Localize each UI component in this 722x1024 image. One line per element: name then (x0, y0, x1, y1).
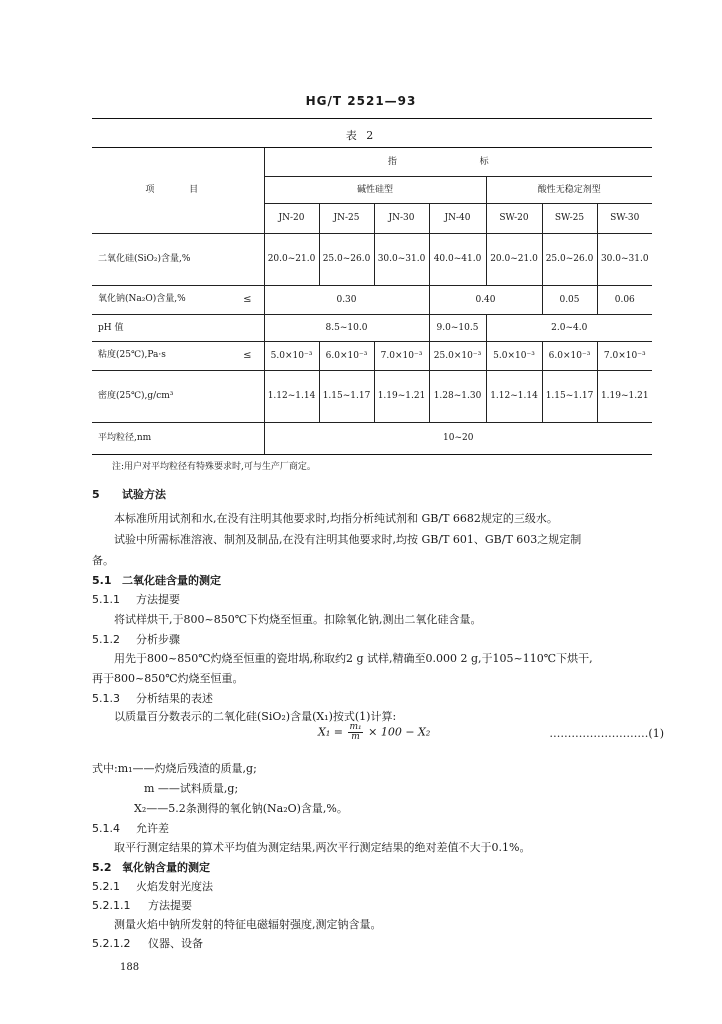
subsection-heading (92, 897, 192, 913)
value-cell: 25.0~26.0 (542, 234, 597, 286)
value-cell: 8.5~10.0 (264, 315, 429, 342)
row-density (92, 371, 652, 423)
value-cell: 1.12~1.14 (486, 371, 542, 423)
value-cell: 5.0×10⁻³ (486, 342, 542, 371)
row-label: 二氧化硅(SiO₂)含量,% (92, 234, 264, 286)
value-cell: 25.0~26.0 (319, 234, 374, 286)
fraction-numerator: m₁ (349, 722, 362, 732)
value-cell: 40.0~41.0 (429, 234, 486, 286)
section-heading (92, 486, 166, 502)
paragraph: 备。 (92, 554, 114, 567)
value-cell: 1.15~1.17 (542, 371, 597, 423)
where-lead: 式中: (92, 762, 118, 775)
value-cell: 20.0~21.0 (264, 234, 319, 286)
subsection-heading (92, 591, 180, 607)
value-cell: 1.12~1.14 (264, 371, 319, 423)
grade-cell: JN-40 (429, 204, 486, 234)
value-cell: 7.0×10⁻³ (374, 342, 429, 371)
section-number: 5.1.3 (92, 692, 120, 705)
value-cell: 0.30 (264, 286, 429, 315)
value-cell: 7.0×10⁻³ (597, 342, 652, 371)
header-rule (92, 118, 652, 119)
grade-cell: JN-25 (319, 204, 374, 234)
formula (318, 723, 430, 742)
section-title: 方法提要 (148, 899, 192, 912)
paragraph: 测量火焰中钠所发射的特征电磁辐射强度,测定钠含量。 (114, 918, 382, 931)
paragraph: 再于800~850℃灼烧至恒重。 (92, 672, 244, 685)
paragraph: 本标准所用试剂和水,在没有注明其他要求时,均指分析纯试剂和 GB/T 6682规定的三级水。 (114, 512, 558, 525)
value-cell: 2.0~4.0 (486, 315, 652, 342)
spec-table (92, 147, 652, 455)
section-number: 5.1.2 (92, 633, 120, 646)
standard-code: HG/T 2521—93 (305, 94, 417, 108)
subsection-heading (92, 690, 213, 706)
subsection-heading (92, 935, 203, 951)
table-caption: 表 2 (345, 129, 377, 142)
subsection-heading (92, 631, 180, 647)
section-title: 方法提要 (136, 593, 180, 606)
value-cell: 1.28~1.30 (429, 371, 486, 423)
table-header-row-1 (92, 148, 652, 177)
value-cell: 5.0×10⁻³ (264, 342, 319, 371)
section-title: 分析步骤 (136, 633, 180, 646)
value-cell: 9.0~10.5 (429, 315, 486, 342)
section-title: 仪器、设备 (148, 937, 203, 950)
grade-cell: JN-20 (264, 204, 319, 234)
section-number: 5.2 (92, 861, 112, 874)
group-alkaline: 碱性硅型 (264, 177, 486, 204)
subsection-heading (92, 878, 213, 894)
row-label: 粘度(25℃),Pa·s (98, 350, 166, 361)
section-heading (92, 859, 210, 875)
equation-number: ………………………(1) (549, 727, 664, 740)
row-ph (92, 315, 652, 342)
grade-cell: SW-25 (542, 204, 597, 234)
value-cell: 10~20 (264, 423, 652, 455)
section-title: 试验方法 (122, 488, 166, 501)
row-label: pH 值 (92, 315, 264, 342)
formula-lhs: X₁ = (318, 725, 343, 739)
index-header: 指 标 (264, 148, 652, 177)
value-cell: 0.05 (542, 286, 597, 315)
value-cell: 1.19~1.21 (597, 371, 652, 423)
grade-cell: JN-30 (374, 204, 429, 234)
fraction-denominator: m (351, 732, 360, 742)
section-number: 5.1 (92, 574, 112, 587)
value-cell: 1.15~1.17 (319, 371, 374, 423)
row-particle (92, 423, 652, 455)
subsection-heading (92, 820, 169, 836)
le-sign: ≤ (243, 294, 252, 306)
paragraph: 将试样烘干,于800~850℃下灼烧至恒重。扣除氧化钠,测出二氧化硅含量。 (114, 613, 482, 626)
grade-cell: SW-30 (597, 204, 652, 234)
group-acid: 酸性无稳定剂型 (486, 177, 652, 204)
section-heading (92, 572, 221, 588)
section-title: 火焰发射光度法 (136, 880, 213, 893)
row-label: 氧化钠(Na₂O)含量,% (98, 294, 186, 305)
section-number: 5.2.1.2 (92, 937, 131, 950)
value-cell: 30.0~31.0 (597, 234, 652, 286)
value-cell: 1.19~1.21 (374, 371, 429, 423)
where-x2: X₂——5.2条测得的氧化钠(Na₂O)含量,%。 (134, 802, 348, 815)
where-m: m ——试料质量,g; (144, 782, 239, 795)
value-cell: 0.06 (597, 286, 652, 315)
value-cell: 6.0×10⁻³ (319, 342, 374, 371)
section-number: 5.2.1 (92, 880, 120, 893)
row-sio2 (92, 234, 652, 286)
section-number: 5.2.1.1 (92, 899, 131, 912)
paragraph: 试验中所需标准溶液、制剂及制品,在没有注明其他要求时,均按 GB/T 601、GB/T 603之规定制 (114, 533, 582, 546)
table-note: 注:用户对平均粒径有特殊要求时,可与生产厂商定。 (112, 462, 316, 472)
paragraph: 用先于800~850℃灼烧至恒重的瓷坩埚,称取约2 g 试样,精确至0.000 2 g,于105~110℃下烘干, (114, 652, 593, 665)
section-title: 分析结果的表述 (136, 692, 213, 705)
row-label-cell (92, 342, 264, 371)
section-title: 允许差 (136, 822, 169, 835)
item-header: 项 目 (92, 148, 264, 234)
le-sign: ≤ (243, 350, 252, 362)
row-label-cell (92, 286, 264, 315)
value-cell: 0.40 (429, 286, 542, 315)
page-number: 188 (120, 962, 140, 973)
formula-rest: × 100 − X₂ (368, 725, 431, 739)
value-cell: 20.0~21.0 (486, 234, 542, 286)
row-na2o (92, 286, 652, 315)
section-number: 5 (92, 488, 100, 501)
row-viscosity (92, 342, 652, 371)
value-cell: 25.0×10⁻³ (429, 342, 486, 371)
formula-fraction (348, 723, 362, 742)
where-line (92, 760, 257, 776)
grade-cell: SW-20 (486, 204, 542, 234)
row-label: 密度(25℃),g/cm³ (92, 371, 264, 423)
section-number: 5.1.1 (92, 593, 120, 606)
value-cell: 6.0×10⁻³ (542, 342, 597, 371)
paragraph: 以质量百分数表示的二氧化硅(SiO₂)含量(X₁)按式(1)计算: (114, 710, 397, 723)
section-number: 5.1.4 (92, 822, 120, 835)
where-m1: m₁——灼烧后残渣的质量,g; (117, 762, 257, 775)
value-cell: 30.0~31.0 (374, 234, 429, 286)
section-title: 氧化钠含量的测定 (122, 861, 210, 874)
paragraph: 取平行测定结果的算术平均值为测定结果,两次平行测定结果的绝对差值不大于0.1%。 (114, 841, 531, 854)
row-label: 平均粒径,nm (92, 423, 264, 455)
section-title: 二氧化硅含量的测定 (122, 574, 221, 587)
